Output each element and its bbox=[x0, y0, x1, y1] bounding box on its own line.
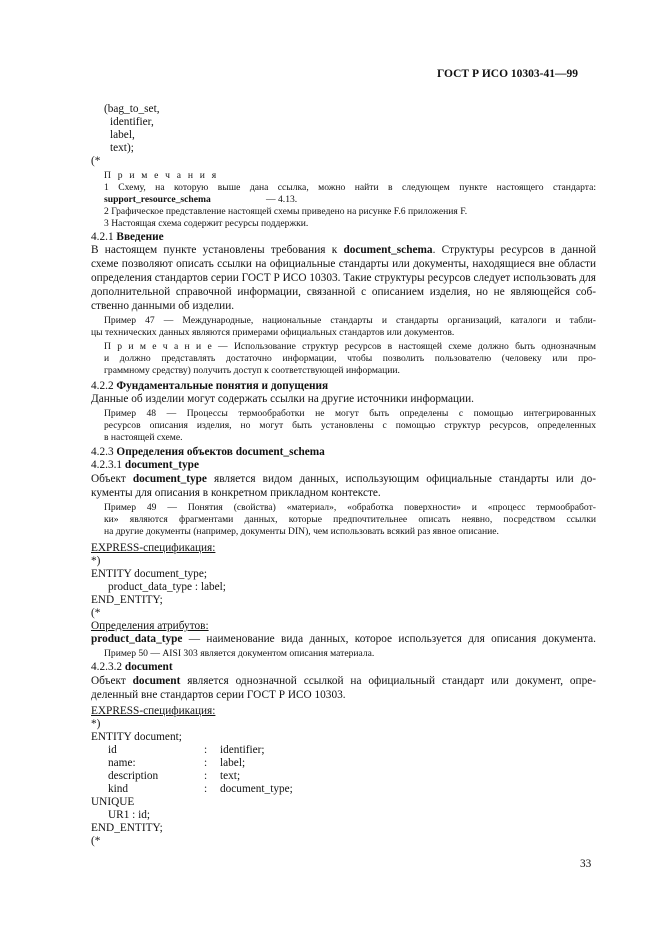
notes-title: П р и м е ч а н и я bbox=[104, 170, 219, 181]
section-number: 4.2.3 bbox=[91, 446, 114, 458]
example-line: в настоящей схеме. bbox=[104, 432, 183, 443]
section-number: 4.2.1 bbox=[91, 231, 114, 243]
code-line: END_ENTITY; bbox=[91, 822, 163, 834]
attr-colon: : bbox=[204, 770, 208, 782]
section-heading-4-2-3-2 bbox=[91, 661, 173, 674]
example-line: цы технических данных являются примерами официальных стандартов или документов. bbox=[91, 327, 455, 338]
code-line: END_ENTITY; bbox=[91, 594, 163, 606]
section-title: document bbox=[124, 661, 173, 673]
section-heading-4-2-3 bbox=[91, 446, 325, 459]
section-title: Введение bbox=[116, 231, 164, 243]
section-title: document_type bbox=[124, 459, 199, 471]
code-line: (* bbox=[91, 155, 101, 167]
code-line: UR1 : id; bbox=[108, 809, 151, 821]
note-line: 1 Схему, на которую выше дана ссылка, можно найти в следующем пункте настоящего стандарта: bbox=[104, 182, 596, 193]
note-line: граммному средству) получить доступ к соответствующей информации. bbox=[104, 365, 400, 376]
section-number: 4.2.2 bbox=[91, 380, 114, 392]
paragraph-line: деленный вне стандартов серии ГОСТ Р ИСО 10303. bbox=[91, 689, 346, 701]
example-line: Пример 48 — Процессы термообработки не могут быть определены с помощью интегрированных bbox=[104, 408, 596, 419]
attr-name: id bbox=[108, 744, 117, 756]
code-line: text); bbox=[110, 142, 134, 154]
code-line: ENTITY document_type; bbox=[91, 568, 207, 580]
code-line: label, bbox=[110, 129, 135, 141]
example-line: на другие документы (например, документы DIN), чем использовать всякий раз явное описание. bbox=[104, 526, 499, 537]
note-line: и должно представлять достаточно информации, чтобы позволить пользователю (человеку или про- bbox=[104, 353, 596, 364]
paragraph-line: В настоящем пункте установлены требования к document_schema. Структуры ресурсов в данной bbox=[91, 244, 596, 256]
paragraph-line: Объект document является однозначной ссылкой на официальный стандарт или документ, опре- bbox=[91, 675, 597, 687]
code-line: (* bbox=[91, 835, 101, 847]
example-line: ки» являются фрагментами данных, которые предпочтительнее описать неявно, посредством ссылки bbox=[104, 514, 596, 525]
attr-colon: : bbox=[204, 744, 208, 756]
attr-colon: : bbox=[204, 757, 208, 769]
attribute-definitions-label: Определения атрибутов: bbox=[91, 620, 209, 632]
code-line: (bag_to_set, bbox=[104, 103, 160, 115]
attr-colon: : bbox=[204, 783, 208, 795]
note-term: support_resource_schema bbox=[104, 194, 211, 205]
section-heading-4-2-2 bbox=[91, 380, 328, 393]
paragraph-line: Данные об изделии могут содержать ссылки на другие источники информации. bbox=[91, 393, 474, 405]
code-line: (* bbox=[91, 607, 101, 619]
attr-type: text; bbox=[220, 770, 241, 782]
code-line: ENTITY document; bbox=[91, 731, 182, 743]
express-spec-label: EXPRESS-спецификация: bbox=[91, 705, 216, 717]
code-line: *) bbox=[91, 555, 101, 567]
section-number: 4.2.3.1 bbox=[91, 459, 123, 471]
page-number: 33 bbox=[580, 858, 592, 870]
example-line: Пример 47 — Международные, национальные стандарты и стандарты организаций, каталоги и табли- bbox=[104, 315, 596, 326]
code-line: UNIQUE bbox=[91, 796, 135, 808]
attr-name: name: bbox=[108, 757, 136, 769]
paragraph-line: схеме позволяют описать ссылки на официальные стандарты или документы, находящиеся вне области bbox=[91, 258, 596, 270]
paragraph-line: Объект document_type является видом данных, использующим официальные стандарты или до- bbox=[91, 473, 596, 485]
code-line: identifier, bbox=[110, 116, 154, 128]
section-number: 4.2.3.2 bbox=[91, 661, 123, 673]
attr-name: kind bbox=[108, 783, 129, 795]
example-line: ресурсов описания изделия, но могут быть установлены с помощью структур ресурсов, определенных bbox=[104, 420, 596, 431]
section-heading-4-2-3-1 bbox=[91, 459, 199, 472]
paragraph-line: ственно данными об изделии. bbox=[91, 300, 235, 312]
paragraph-line: определения стандартов серии ГОСТ Р ИСО 10303. Такие структуры ресурсов следует использовать для bbox=[91, 272, 596, 284]
attribute-definition: product_data_type — наименование вида данных, которое используется для описания документа. bbox=[91, 633, 596, 645]
note-line: П р и м е ч а н и е — Использование структур ресурсов в настоящей схеме должно быть однозначным bbox=[104, 341, 596, 352]
attr-name: description bbox=[108, 770, 159, 782]
section-title: Определения объектов document_schema bbox=[116, 446, 325, 458]
example-line: Пример 50 — AISI 303 является документом описания материала. bbox=[104, 648, 375, 659]
section-heading-4-2-1 bbox=[91, 231, 164, 244]
code-line: product_data_type : label; bbox=[108, 581, 226, 593]
document-code-header: ГОСТ Р ИСО 10303-41—99 bbox=[437, 68, 579, 80]
code-line: *) bbox=[91, 718, 101, 730]
express-spec-label: EXPRESS-спецификация: bbox=[91, 542, 216, 554]
section-title: Фундаментальные понятия и допущения bbox=[116, 380, 329, 392]
paragraph-line: кументы для описания в конкретном прикладном контексте. bbox=[91, 487, 381, 499]
paragraph-line: дополнительной справочной информации, связанной с описанием изделия, но не являющейся соб- bbox=[91, 286, 596, 298]
attr-type: identifier; bbox=[220, 744, 265, 756]
attr-type: document_type; bbox=[220, 783, 293, 795]
note-ref: — 4.13. bbox=[266, 194, 298, 205]
note-line: 3 Настоящая схема содержит ресурсы поддержки. bbox=[104, 218, 309, 229]
attr-type: label; bbox=[220, 757, 246, 769]
note-line: 2 Графическое представление настоящей схемы приведено на рисунке F.6 приложения F. bbox=[104, 206, 468, 217]
example-line: Пример 49 — Понятия (свойства) «материал», «обработка поверхности» и «процесс термообработ- bbox=[104, 502, 596, 513]
